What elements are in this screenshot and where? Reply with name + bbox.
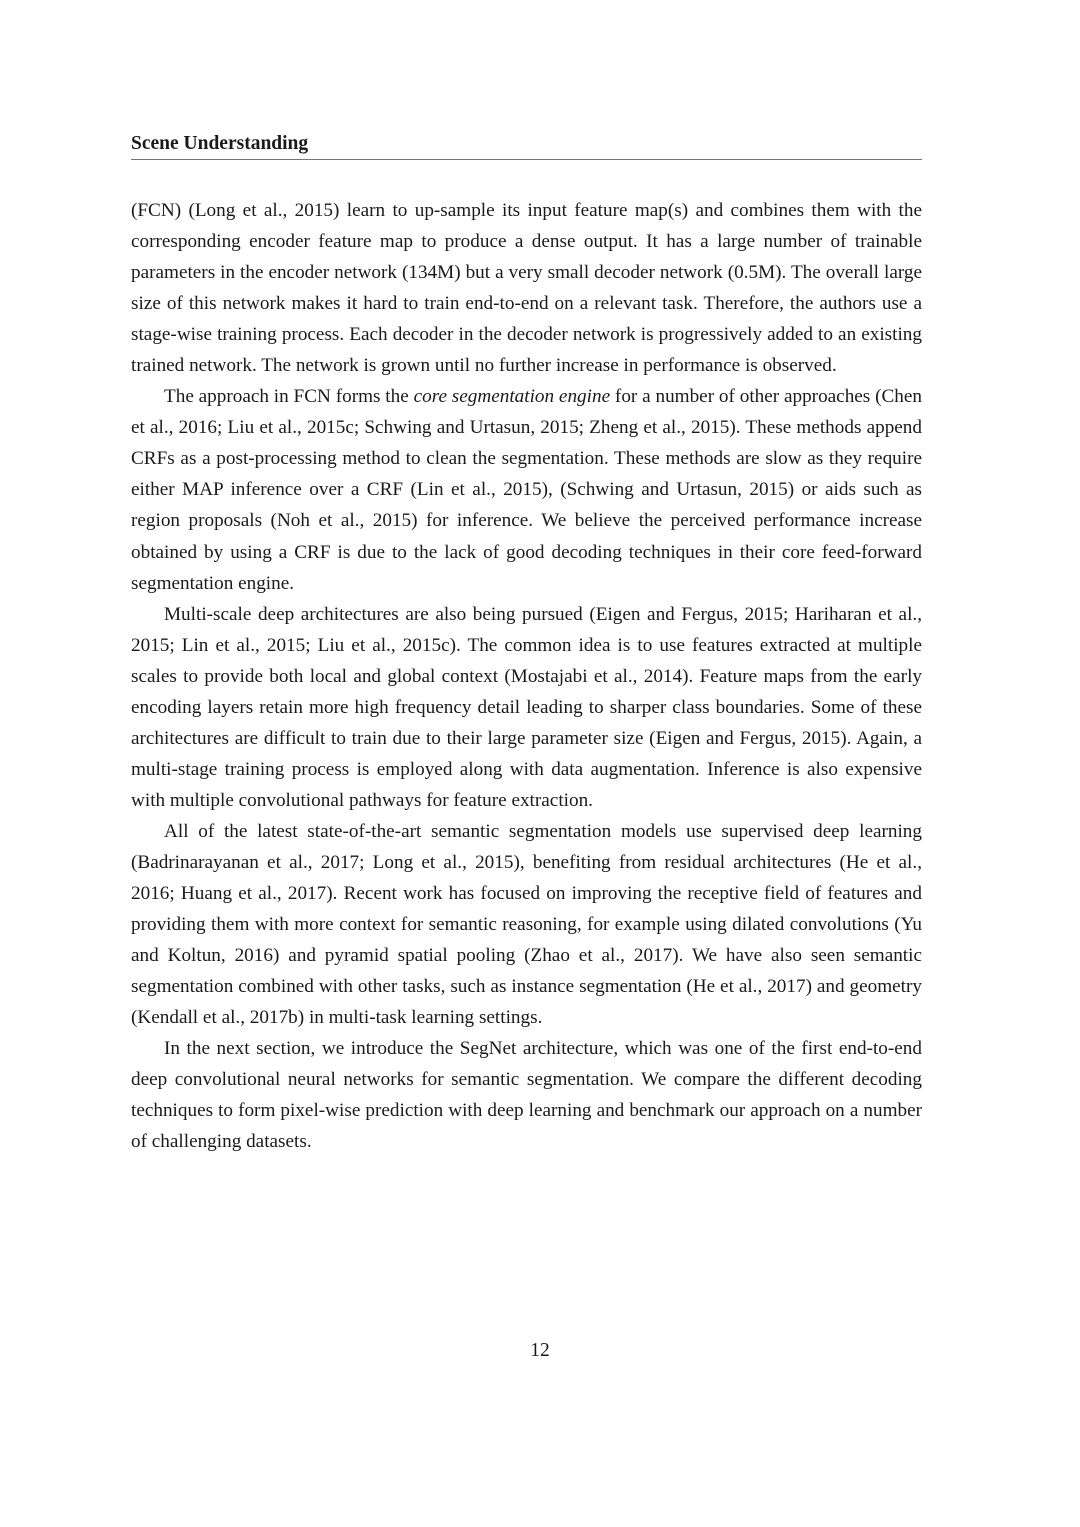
paragraph-core-segmentation-engine <box>131 381 922 598</box>
paragraph-state-of-the-art: All of the latest state-of-the-art semantic segmentation models use supervised deep learning (Badrinarayanan et al., 2017; Long et al., 2015), benefiting from residual architectures (He et al., 2016; Huang et al., 2017). Recent work has focused on improving the receptive field of features and providing them with more context for semantic reasoning, for example using dilated convolutions (Yu and Koltun, 2016) and pyramid spatial pooling (Zhao et al., 2017). We have also seen semantic segmentation combined with other tasks, such as instance segmentation (He et al., 2017) and geometry (Kendall et al., 2017b) in multi-task learning settings. <box>131 820 922 1029</box>
running-header <box>131 131 922 160</box>
running-header-title: Scene Understanding <box>131 133 309 154</box>
paragraph-fcn-continuation: (FCN) (Long et al., 2015) learn to up-sample its input feature map(s) and combines them with the corresponding encoder feature map to produce a dense output. It has a large number of trainable parameters in the encoder network (134M) but a very small decoder network (0.5M). The overall large size of this network makes it hard to train end-to-end on a relevant task. Therefore, the authors use a stage-wise training process. Each decoder in the decoder network is progressively added to an existing trained network. The network is grown until no further increase in performance is observed. <box>131 200 922 377</box>
emphasis-term: core segmentation engine <box>413 386 611 408</box>
paragraph-multi-scale: Multi-scale deep architectures are also being pursued (Eigen and Fergus, 2015; Hariharan et al., 2015; Lin et al., 2015; Liu et al., 2015c). The common idea is to use features extracted at multiple scales to provide both local and global context (Mostajabi et al., 2014). Feature maps from the early encoding layers retain more high frequency detail leading to sharper class boundaries. Some of these architectures are difficult to train due to their large parameter size (Eigen and Fergus, 2015). Again, a multi-stage training process is employed along with data augmentation. Inference is also expensive with multiple convolutional pathways for feature extraction. <box>131 603 922 811</box>
page-number: 12 <box>530 1340 550 1361</box>
paragraph-next-section: In the next section, we introduce the SegNet architecture, which was one of the first end-to-end deep convolutional neural networks for semantic segmentation. We compare the different decoding techniques to form pixel-wise prediction with deep learning and benchmark our approach on a number of challenging datasets. <box>131 1038 922 1153</box>
body-text <box>131 195 922 1157</box>
paragraph-text-after-emphasis: for a number of other approaches (Chen et al., 2016; Liu et al., 2015c; Schwing and Urtasun, 2015; Zheng et al., 2015). These methods append CRFs as a post-processing method to clean the segmentation. These methods are slow as they require either MAP inference over a CRF (Lin et al., 2015), (Schwing and Urtasun, 2015) or aids such as region proposals (Noh et al., 2015) for inference. We believe the perceived performance increase obtained by using a CRF is due to the lack of good decoding techniques in their core feed-forward segmentation engine. <box>131 386 922 594</box>
paragraph-text-before-emphasis: The approach in FCN forms the <box>164 386 414 408</box>
